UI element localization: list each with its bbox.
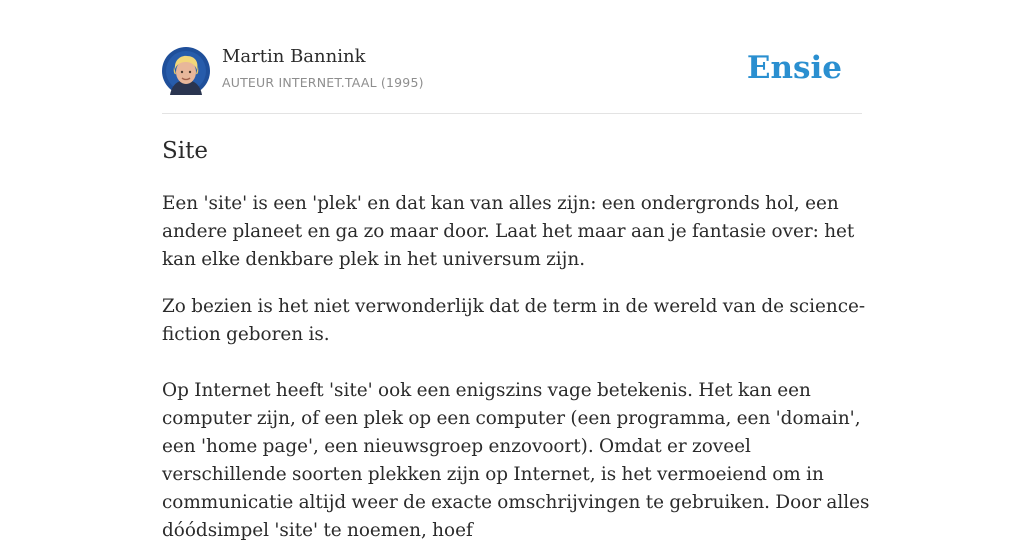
avatar-image <box>162 47 210 95</box>
entry-body <box>162 190 872 545</box>
ensie-logo[interactable]: Ensie <box>746 50 842 86</box>
author-meta[interactable]: AUTEUR INTERNET.TAAL (1995) <box>222 75 424 90</box>
paragraph: Op Internet heeft 'site' ook een enigszins vage betekenis. Het kan een computer zijn, of een plek op een computer (een programma, een 'domain', een 'home page', een nieuwsgroep enzovoort). Omdat er zoveel verschillende soorten plekken zijn op Internet, is het vermoeiend om in communicatie altijd weer de exacte omschrijvingen te gebruiken. Door alles dóódsimpel 'site' te noemen, hoef <box>162 380 870 541</box>
paragraph: Zo bezien is het niet verwonderlijk dat de term in de wereld van de science-fiction geboren is. <box>162 296 866 345</box>
author-name[interactable]: Martin Bannink <box>222 46 366 67</box>
author-avatar[interactable] <box>162 47 210 95</box>
paragraph: Een 'site' is een 'plek' en dat kan van alles zijn: een ondergronds hol, een andere planeet en ga zo maar door. Laat het maar aan je fantasie over: het kan elke denkbare plek in het universum zijn. <box>162 193 855 270</box>
header-divider <box>162 113 862 114</box>
entry-title: Site <box>162 138 208 164</box>
entry-header <box>162 46 862 96</box>
